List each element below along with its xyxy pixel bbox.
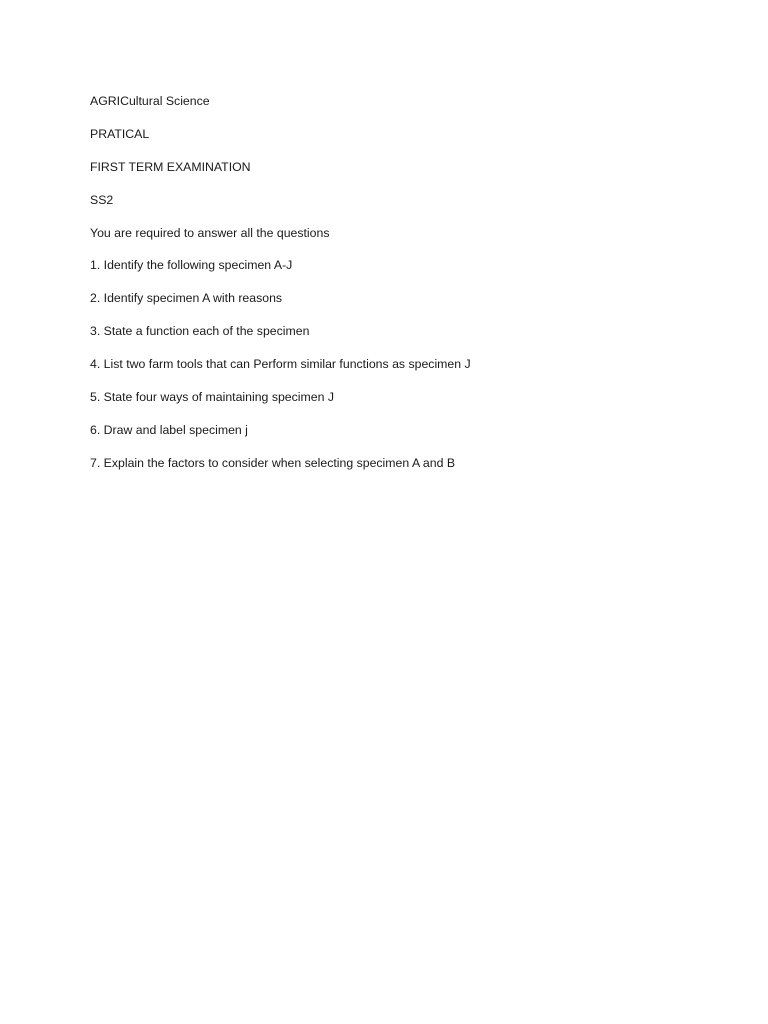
question-1: 1. Identify the following specimen A-J xyxy=(90,258,293,273)
question-3: 3. State a function each of the specimen xyxy=(90,324,310,339)
question-2: 2. Identify specimen A with reasons xyxy=(90,291,283,306)
document-body xyxy=(90,93,710,488)
question-7: 7. Explain the factors to consider when selecting specimen A and B xyxy=(90,455,456,470)
question-6: 6. Draw and label specimen j xyxy=(90,422,248,437)
question-4: 4. List two farm tools that can Perform similar functions as specimen J xyxy=(90,357,471,372)
instruction-text: You are required to answer all the questions xyxy=(90,225,330,240)
class-level: SS2 xyxy=(90,192,114,207)
question-5: 5. State four ways of maintaining specimen J xyxy=(90,390,335,405)
subject-heading: AGRICultural Science xyxy=(90,94,210,108)
exam-type: PRATICAL xyxy=(90,126,150,141)
exam-title: FIRST TERM EXAMINATION xyxy=(90,159,251,174)
